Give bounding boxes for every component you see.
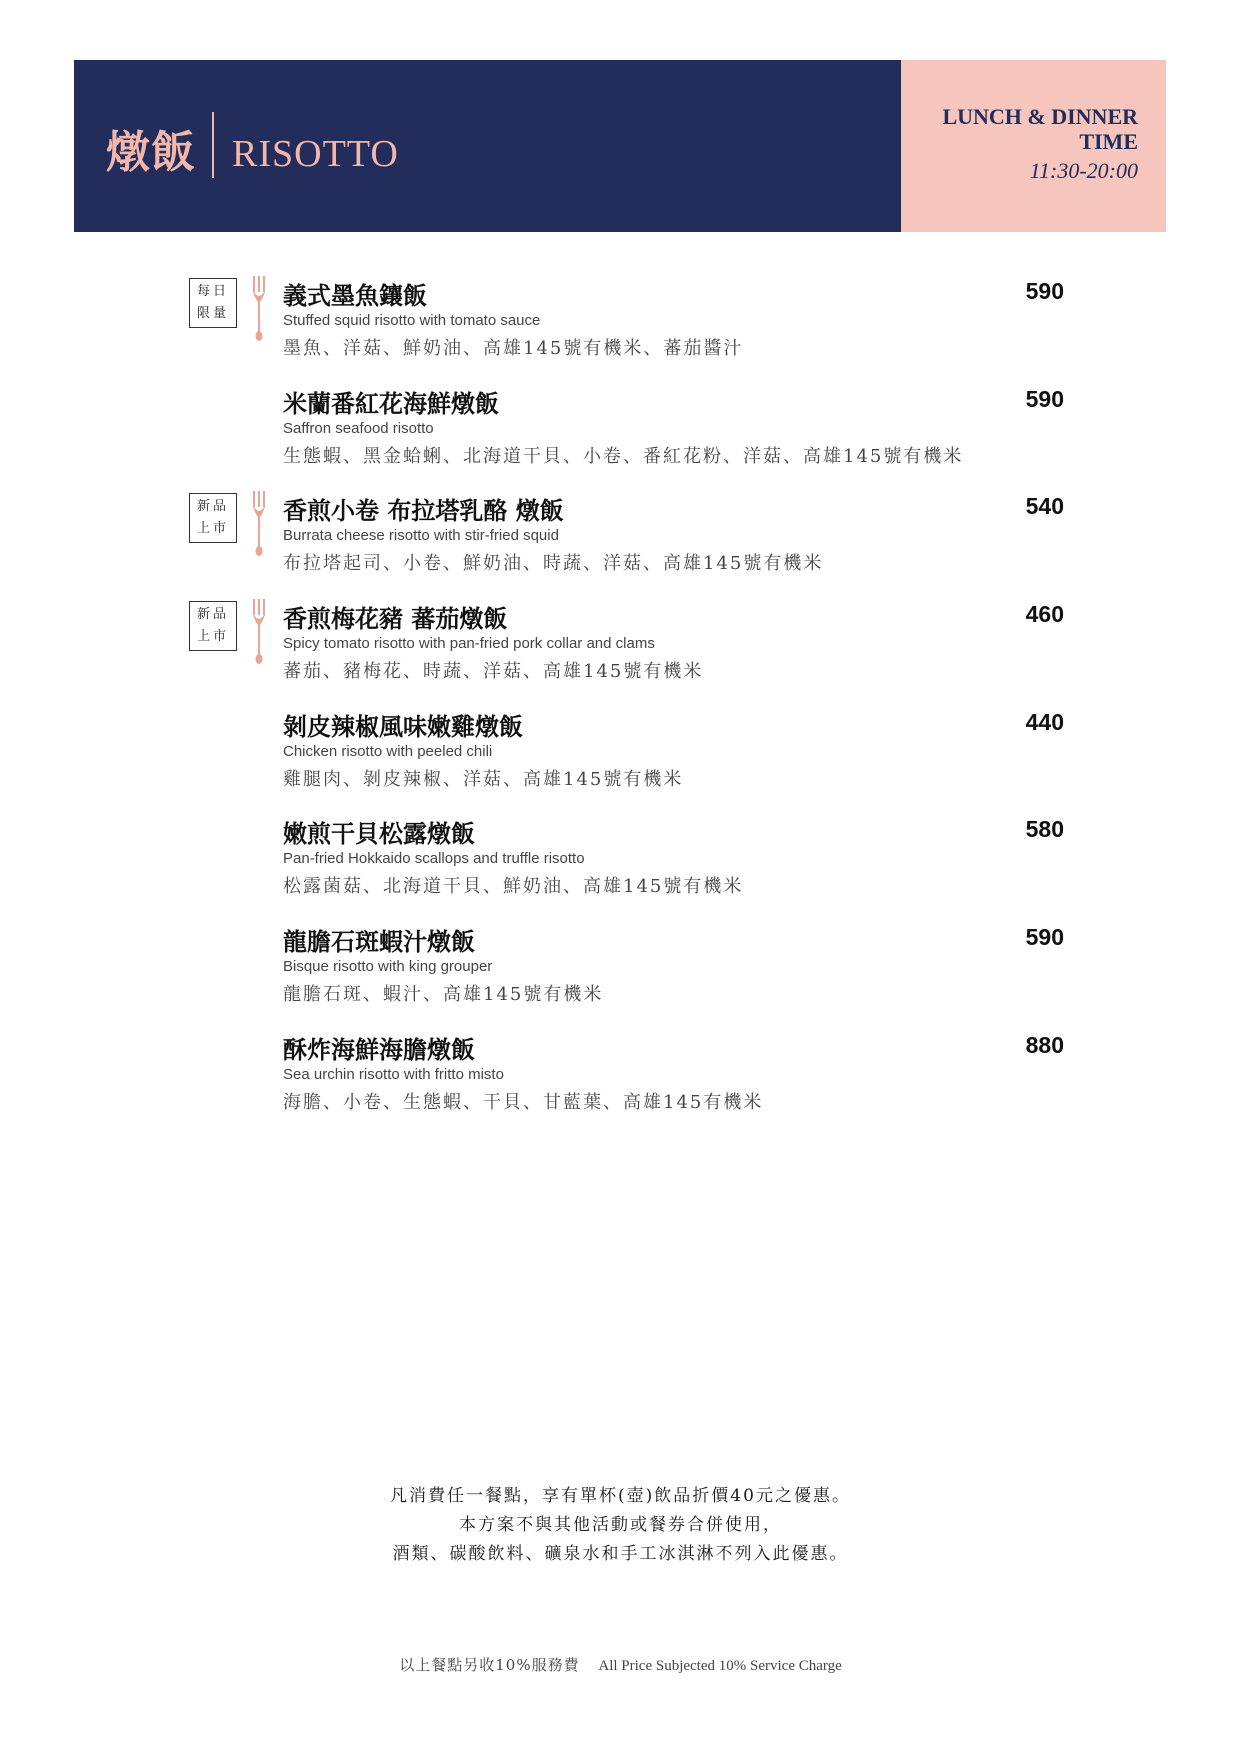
fork-icon bbox=[252, 491, 266, 557]
item-english-name: Burrata cheese risotto with stir-fried squid bbox=[283, 527, 559, 544]
menu-item bbox=[0, 491, 1241, 591]
tag-line2: 限量 bbox=[196, 306, 229, 321]
daily-limited-tag bbox=[189, 278, 237, 328]
item-ingredients: 龍膽石斑、蝦汁、高雄145號有機米 bbox=[283, 984, 604, 1005]
item-price: 880 bbox=[1025, 1032, 1064, 1058]
item-name: 香煎小卷 布拉塔乳酪 燉飯 bbox=[283, 496, 564, 525]
item-price: 460 bbox=[1025, 601, 1064, 627]
tag-line2: 上市 bbox=[196, 629, 229, 644]
note-line: 本方案不與其他活動或餐券合併使用， bbox=[459, 1515, 782, 1535]
item-price: 590 bbox=[1025, 386, 1064, 412]
item-name: 剝皮辣椒風味嫩雞燉飯 bbox=[283, 712, 523, 741]
time-label-line2: TIME bbox=[1079, 129, 1138, 154]
item-english-name: Pan-fried Hokkaido scallops and truffle risotto bbox=[283, 850, 585, 867]
fork-icon bbox=[252, 599, 266, 665]
item-ingredients: 松露菌菇、北海道干貝、鮮奶油、高雄145號有機米 bbox=[283, 876, 744, 897]
item-ingredients: 海膽、小卷、生態蝦、干貝、甘藍葉、高雄145有機米 bbox=[283, 1092, 764, 1113]
item-english-name: Sea urchin risotto with fritto misto bbox=[283, 1066, 504, 1083]
item-ingredients: 雞腿肉、剝皮辣椒、洋菇、高雄145號有機米 bbox=[283, 769, 684, 790]
header-time-panel bbox=[901, 60, 1166, 232]
time-value: 11:30-20:00 bbox=[1029, 158, 1138, 183]
item-price: 590 bbox=[1025, 278, 1064, 304]
menu-header bbox=[74, 60, 1166, 232]
item-ingredients: 蕃茄、豬梅花、時蔬、洋菇、高雄145號有機米 bbox=[283, 661, 704, 682]
footer-en: All Price Subjected 10% Service Charge bbox=[598, 1658, 842, 1674]
item-ingredients: 墨魚、洋菇、鮮奶油、高雄145號有機米、蕃茄醬汁 bbox=[283, 338, 744, 359]
new-item-tag bbox=[189, 601, 237, 651]
menu-item bbox=[0, 814, 1241, 914]
item-ingredients: 生態蝦、黑金蛤蜊、北海道干貝、小卷、番紅花粉、洋菇、高雄145號有機米 bbox=[283, 446, 964, 467]
item-english-name: Stuffed squid risotto with tomato sauce bbox=[283, 312, 541, 329]
item-name: 嫩煎干貝松露燉飯 bbox=[283, 819, 475, 848]
item-name: 龍膽石斑蝦汁燉飯 bbox=[283, 927, 475, 956]
new-item-tag bbox=[189, 493, 237, 543]
footer-zh: 以上餐點另收10%服務費 bbox=[399, 1656, 580, 1674]
item-price: 580 bbox=[1025, 816, 1064, 842]
menu-item bbox=[0, 922, 1241, 1022]
tag-line2: 上市 bbox=[196, 521, 229, 536]
fork-icon bbox=[252, 276, 266, 342]
menu-item bbox=[0, 707, 1241, 807]
item-english-name: Spicy tomato risotto with pan-fried pork collar and clams bbox=[283, 635, 655, 652]
item-price: 590 bbox=[1025, 924, 1064, 950]
item-price: 440 bbox=[1025, 709, 1064, 735]
tag-line1: 每日 bbox=[196, 284, 229, 299]
time-label bbox=[908, 104, 1138, 154]
item-price: 540 bbox=[1025, 493, 1064, 519]
header-title-panel bbox=[74, 60, 901, 232]
tag-line1: 新品 bbox=[196, 607, 229, 622]
item-name: 米蘭番紅花海鮮燉飯 bbox=[283, 389, 499, 418]
item-english-name: Bisque risotto with king grouper bbox=[283, 958, 493, 975]
note-line: 凡消費任一餐點，享有單杯(壺)飲品折價40元之優惠。 bbox=[390, 1486, 851, 1506]
title-divider bbox=[212, 112, 214, 178]
tag-line1: 新品 bbox=[196, 499, 229, 514]
item-ingredients: 布拉塔起司、小卷、鮮奶油、時蔬、洋菇、高雄145號有機米 bbox=[283, 553, 824, 574]
item-english-name: Chicken risotto with peeled chili bbox=[283, 743, 493, 760]
service-charge-footer bbox=[0, 1654, 1241, 1675]
note-line: 酒類、碳酸飲料、礦泉水和手工冰淇淋不列入此優惠。 bbox=[392, 1544, 849, 1564]
promotion-notes bbox=[0, 1482, 1241, 1569]
page-title-zh: 燉飯 bbox=[106, 127, 196, 178]
menu-item bbox=[0, 276, 1241, 376]
item-name: 義式墨魚鑲飯 bbox=[283, 281, 427, 310]
menu-item bbox=[0, 599, 1241, 699]
page-title-en: RISOTTO bbox=[232, 133, 399, 175]
menu-item bbox=[0, 384, 1241, 484]
item-name: 酥炸海鮮海膽燉飯 bbox=[283, 1035, 475, 1064]
item-english-name: Saffron seafood risotto bbox=[283, 420, 434, 437]
menu-item bbox=[0, 1030, 1241, 1130]
time-label-line1: LUNCH & DINNER bbox=[942, 104, 1138, 129]
item-name: 香煎梅花豬 蕃茄燉飯 bbox=[283, 604, 508, 633]
